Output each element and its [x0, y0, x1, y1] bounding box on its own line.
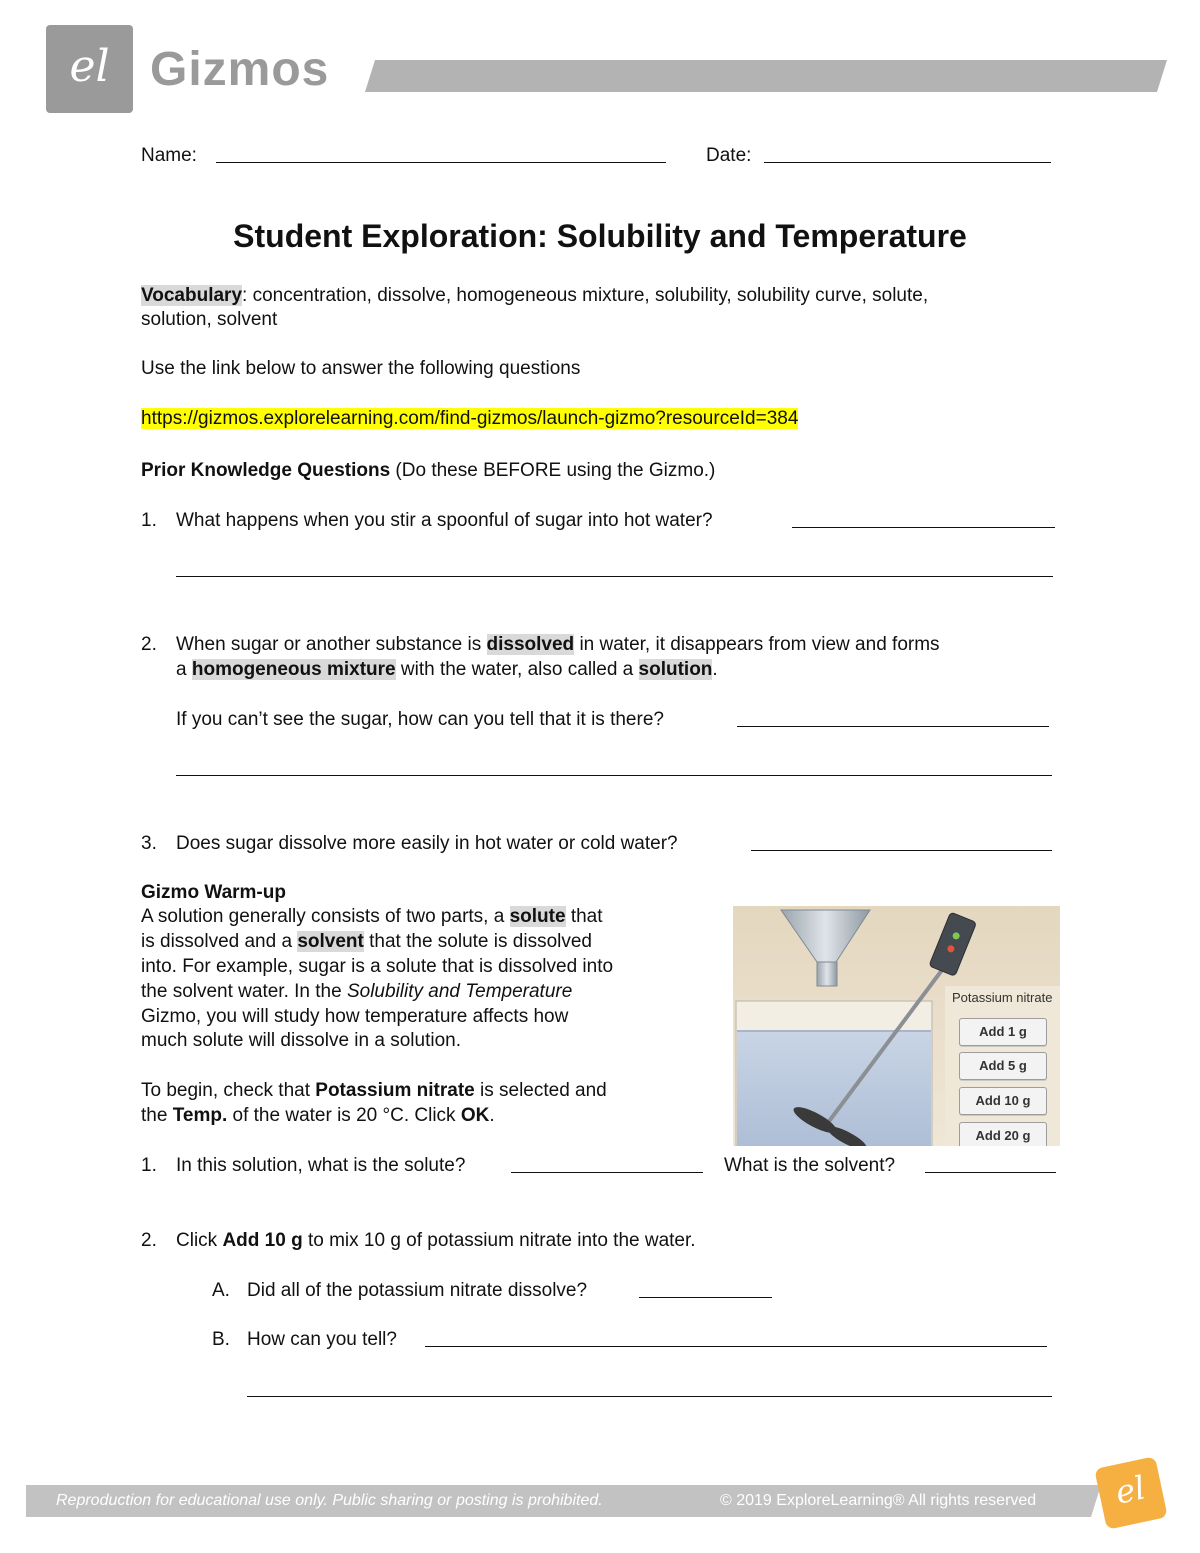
name-label: Name: [141, 145, 197, 166]
prior-knowledge-title: Prior Knowledge Questions [141, 460, 391, 481]
term-ok: OK [460, 1105, 490, 1126]
q2-answer-line-1[interactable] [737, 726, 1049, 727]
q3-number: 3. [141, 833, 157, 854]
warmup-q2a-text: Did all of the potassium nitrate dissolve? [247, 1280, 588, 1301]
warmup-q2-a: Click [176, 1230, 223, 1251]
page-title: Student Exploration: Solubility and Temperature [233, 218, 967, 254]
warmup-l1a: A solution generally consists of two parts, a [141, 906, 510, 927]
term-add-10g: Add 10 g [222, 1230, 303, 1251]
q2a-answer-line[interactable] [639, 1297, 772, 1298]
warmup-p2-l1c: is selected and [474, 1080, 607, 1101]
gizmo-link[interactable] [141, 406, 798, 431]
warmup-q2b-label: B. [212, 1329, 230, 1350]
q2-text-c: in water, it disappears from view and forms [574, 634, 940, 655]
prior-knowledge-heading [141, 458, 715, 483]
vocabulary-line-2: solution, solvent [141, 309, 278, 330]
warmup-line-3: into. For example, sugar is a solute that is dissolved into [141, 956, 614, 977]
term-solution: solution [638, 659, 713, 680]
warmup-line-2 [141, 929, 592, 954]
date-field[interactable] [764, 162, 1051, 163]
footer-badge-text: el [1112, 1468, 1149, 1512]
solvent-answer-line[interactable] [925, 1172, 1056, 1173]
gizmos-logo-badge [46, 25, 133, 113]
panel-label: Potassium nitrate [952, 990, 1053, 1005]
q1-number: 1. [141, 510, 157, 531]
add-10g-button[interactable]: Add 10 g [959, 1087, 1047, 1115]
warmup-q2b-text: How can you tell? [247, 1329, 397, 1350]
footer-el-badge [1094, 1456, 1168, 1530]
term-homogeneous-mixture: homogeneous mixture [191, 659, 396, 680]
add-1g-button[interactable]: Add 1 g [959, 1018, 1047, 1046]
warmup-heading: Gizmo Warm-up [141, 882, 286, 903]
vocabulary-label: Vocabulary [141, 285, 243, 306]
warmup-q1-text-b: What is the solvent? [724, 1155, 896, 1176]
warmup-q1-text-a: In this solution, what is the solute? [176, 1155, 466, 1176]
warmup-p2-line-2 [141, 1103, 495, 1128]
logo-badge-text: el [69, 41, 110, 92]
warmup-l2a: is dissolved and a [141, 931, 298, 952]
warmup-q1-number: 1. [141, 1155, 157, 1176]
term-solvent: solvent [297, 931, 364, 952]
add-20g-button[interactable]: Add 20 g [959, 1122, 1047, 1146]
q2b-answer-line-2[interactable] [247, 1396, 1052, 1397]
warmup-p2-line-1 [141, 1078, 607, 1103]
warmup-l4a: the solvent water. In the [141, 981, 347, 1002]
q2-number: 2. [141, 634, 157, 655]
vocabulary-terms: : concentration, dissolve, homogeneous mixture, solubility, solubility curve, solute, [242, 285, 929, 306]
gizmos-logo-text: Gizmos [150, 43, 330, 96]
warmup-q2-c: to mix 10 g of potassium nitrate into the water. [302, 1230, 696, 1251]
add-5g-button[interactable]: Add 5 g [959, 1052, 1047, 1080]
q2-text-l2a: a [176, 659, 192, 680]
q1-answer-line-1[interactable] [792, 527, 1055, 528]
footer-copyright: © 2019 ExploreLearning® All rights reserved [720, 1492, 1037, 1509]
term-dissolved: dissolved [486, 634, 575, 655]
q2-text-a: When sugar or another substance is [176, 634, 487, 655]
term-temp: Temp. [172, 1105, 228, 1126]
q3-text: Does sugar dissolve more easily in hot water or cold water? [176, 833, 678, 854]
warmup-q2-number: 2. [141, 1230, 157, 1251]
warmup-l2c: that the solute is dissolved [363, 931, 592, 952]
gizmo-link-text[interactable]: https://gizmos.explorelearning.com/find-gizmos/launch-gizmo?resourceId=384 [141, 408, 799, 429]
q2b-answer-line-1[interactable] [425, 1346, 1047, 1347]
warmup-line-6: much solute will dissolve in a solution. [141, 1030, 461, 1051]
solute-answer-line[interactable] [511, 1172, 703, 1173]
q2-subquestion: If you can’t see the sugar, how can you tell that it is there? [176, 709, 664, 730]
header [0, 0, 1200, 130]
term-potassium-nitrate: Potassium nitrate [315, 1080, 475, 1101]
warmup-line-4 [141, 979, 572, 1004]
q2-text-l2c: with the water, also called a [395, 659, 639, 680]
warmup-q2-text [176, 1228, 696, 1253]
vocabulary-line-1 [141, 283, 928, 308]
q1-text: What happens when you stir a spoonful of sugar into hot water? [176, 510, 713, 531]
term-solute: solute [509, 906, 566, 927]
gizmo-name-italic: Solubility and Temperature [346, 981, 573, 1002]
q1-answer-line-2[interactable] [176, 576, 1053, 577]
q3-answer-line[interactable] [751, 850, 1052, 851]
q2-line-1 [176, 632, 940, 657]
instructions: Use the link below to answer the following questions [141, 358, 581, 379]
q2-text-l2e: . [712, 659, 718, 680]
date-label: Date: [706, 145, 752, 166]
warmup-line-1 [141, 904, 603, 929]
q2-answer-line-2[interactable] [176, 775, 1052, 776]
warmup-l1c: that [565, 906, 603, 927]
warmup-line-5: Gizmo, you will study how temperature affects how [141, 1006, 569, 1027]
warmup-p2-l2e: . [489, 1105, 495, 1126]
name-field[interactable] [216, 162, 666, 163]
warmup-p2-l2c: of the water is 20 °C. Click [227, 1105, 461, 1126]
prior-knowledge-note: (Do these BEFORE using the Gizmo.) [390, 460, 716, 481]
warmup-q2a-label: A. [212, 1280, 230, 1301]
gizmo-screenshot [733, 906, 1060, 1146]
header-bar [365, 60, 1167, 92]
warmup-p2-l2a: the [141, 1105, 173, 1126]
warmup-p2-l1a: To begin, check that [141, 1080, 316, 1101]
footer-disclaimer: Reproduction for educational use only. Public sharing or posting is prohibited. [56, 1492, 603, 1509]
q2-line-2 [176, 657, 718, 682]
